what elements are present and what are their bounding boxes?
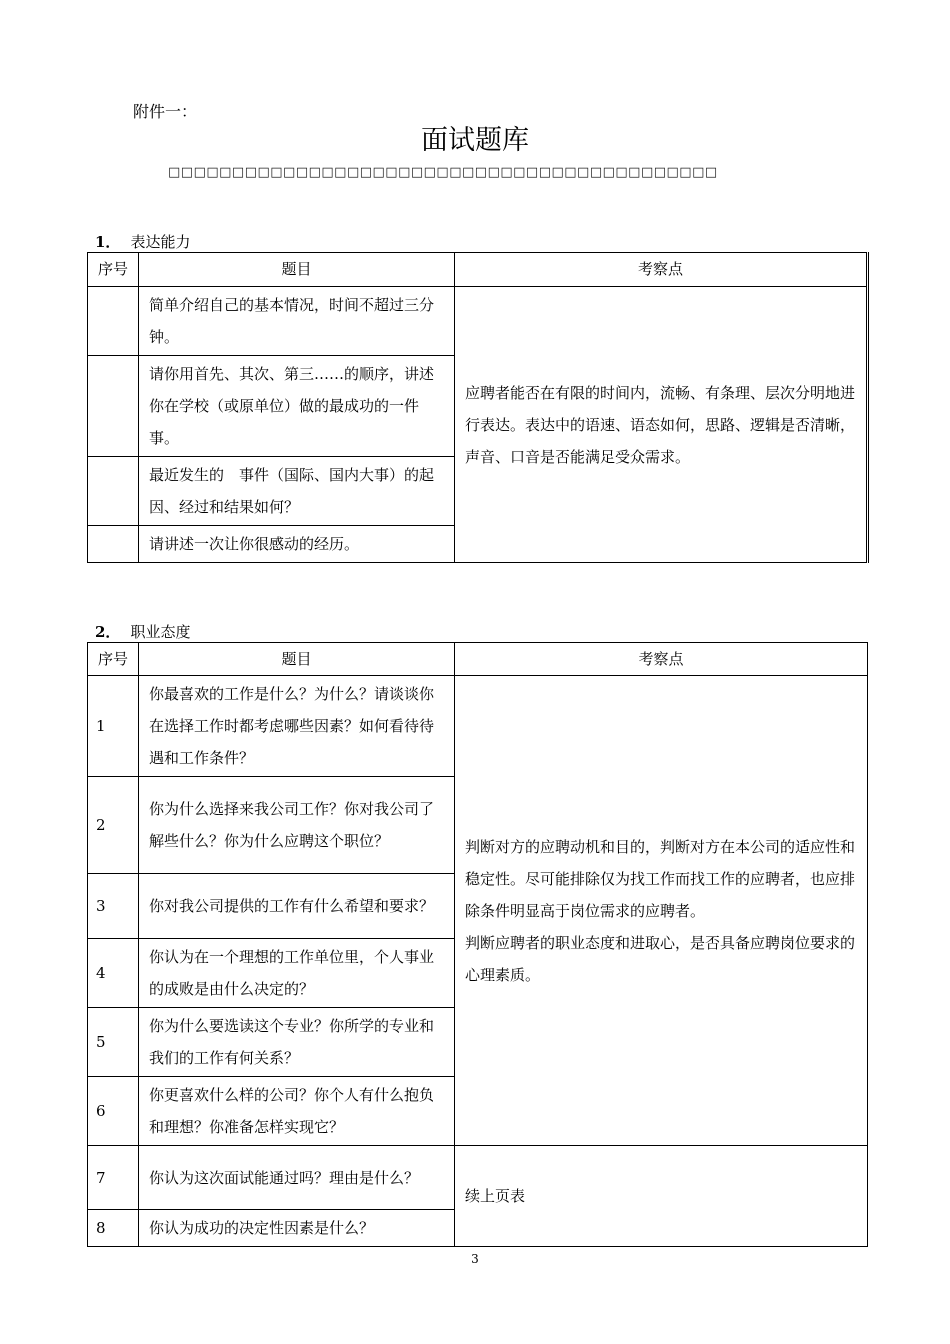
row-number <box>88 526 139 563</box>
table-row <box>88 676 868 777</box>
row-number: 8 <box>88 1210 139 1247</box>
assessment-point-cell: 应聘者能否在有限的时间内，流畅、有条理、层次分明地进行表达。表达中的语速、语态如何，思路、逻辑是否清晰，声音、口音是否能满足受众需求。 <box>455 287 868 563</box>
question-cell: 你为什么要选读这个专业？你所学的专业和我们的工作有何关系？ <box>139 1008 455 1077</box>
continued-note-cell: 续上页表 <box>455 1146 868 1247</box>
header-question: 题目 <box>139 643 455 676</box>
expression-ability-table <box>87 252 869 563</box>
question-cell: 你对我公司提供的工作有什么希望和要求？ <box>139 874 455 939</box>
question-cell: 简单介绍自己的基本情况，时间不超过三分钟。 <box>139 287 455 356</box>
header-question: 题目 <box>139 253 455 287</box>
table-row <box>88 287 868 356</box>
section-1-heading <box>95 231 190 252</box>
assessment-point-cell <box>455 676 868 1146</box>
row-number: 6 <box>88 1077 139 1146</box>
question-cell: 请讲述一次让你很感动的经历。 <box>139 526 455 563</box>
header-point: 考察点 <box>455 643 868 676</box>
assessment-point-motivation: 判断对方的应聘动机和目的，判断对方在本公司的适应性和稳定性。尽可能排除仅为找工作而找工作的应聘者，也应排除条件明显高于岗位需求的应聘者。 <box>465 837 856 920</box>
question-cell: 你认为这次面试能通过吗？理由是什么？ <box>139 1146 455 1210</box>
header-point: 考察点 <box>455 253 868 287</box>
row-number: 2 <box>88 777 139 874</box>
question-cell: 你认为在一个理想的工作单位里，个人事业的成败是由什么决定的？ <box>139 939 455 1008</box>
table-row <box>88 1146 868 1210</box>
question-cell: 你为什么选择来我公司工作？你对我公司了解些什么？你为什么应聘这个职位？ <box>139 777 455 874</box>
header-number: 序号 <box>88 643 139 676</box>
page-number: 3 <box>471 1252 479 1266</box>
question-cell: 你认为成功的决定性因素是什么？ <box>139 1210 455 1247</box>
row-number: 1 <box>88 676 139 777</box>
question-cell: 你更喜欢什么样的公司？你个人有什么抱负和理想？你准备怎样实现它？ <box>139 1077 455 1146</box>
row-number <box>88 356 139 457</box>
row-number: 4 <box>88 939 139 1008</box>
row-number: 7 <box>88 1146 139 1210</box>
question-cell: 请你用首先、其次、第三……的顺序，讲述你在学校（或原单位）做的最成功的一件事。 <box>139 356 455 457</box>
question-cell: 最近发生的 事件（国际、国内大事）的起因、经过和结果如何？ <box>139 457 455 526</box>
annex-label: 附件一： <box>133 102 198 121</box>
section-2-title: 职业态度 <box>130 623 191 641</box>
page-title: 面试题库 <box>421 125 529 156</box>
section-1-number: 1． <box>95 233 121 251</box>
row-number <box>88 287 139 356</box>
professional-attitude-table <box>87 642 868 1247</box>
garbled-text-line: □□□□□□□□□□□□□□□□□□□□□□□□□□□□□□□□□□□□□□□□□□□ <box>168 165 718 180</box>
section-2-heading <box>95 621 190 642</box>
header-number: 序号 <box>88 253 139 287</box>
row-number: 5 <box>88 1008 139 1077</box>
assessment-point-attitude: 判断应聘者的职业态度和进取心，是否具备应聘岗位要求的心理素质。 <box>465 933 856 984</box>
section-1-title: 表达能力 <box>130 233 191 251</box>
section-2-number: 2． <box>95 623 121 641</box>
row-number <box>88 457 139 526</box>
row-number: 3 <box>88 874 139 939</box>
question-cell: 你最喜欢的工作是什么？为什么？请谈谈你在选择工作时都考虑哪些因素？如何看待待遇和工作条件？ <box>139 676 455 777</box>
